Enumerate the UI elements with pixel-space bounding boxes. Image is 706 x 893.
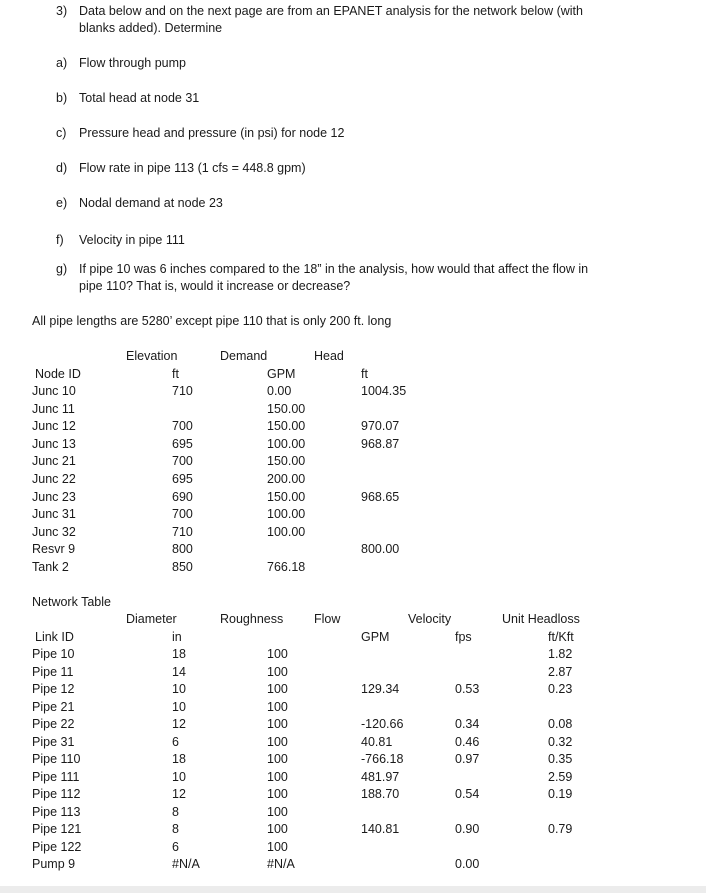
link-cell-headloss: 0.32	[548, 734, 573, 749]
link-cell-id: Pipe 122	[32, 839, 82, 854]
link-cell-id: Pipe 121	[32, 822, 82, 836]
link-cell-id: Pipe 111	[32, 769, 80, 784]
node-cell-demand: 150.00	[267, 489, 306, 504]
link-cell-flow: -120.66	[361, 717, 404, 731]
node-cell-demand: 200.00	[267, 472, 306, 486]
header-velocity: Velocity	[408, 612, 452, 626]
link-cell-headloss: 0.35	[548, 752, 573, 766]
header-roughness: Roughness	[220, 612, 284, 626]
node-cell-id: Junc 23	[32, 489, 76, 504]
node-cell-elevation: 695	[172, 436, 193, 451]
unit-demand: GPM	[267, 367, 296, 381]
unit-diameter: in	[172, 630, 182, 644]
link-cell-id: Pipe 110	[32, 752, 81, 766]
node-cell-id: Junc 31	[32, 507, 76, 522]
link-cell-roughness: 100	[267, 664, 288, 679]
link-cell-flow: 188.70	[361, 787, 400, 801]
node-cell-demand: 766.18	[267, 560, 306, 574]
node-cell-elevation: 710	[172, 384, 193, 398]
node-cell-demand: 150.00	[267, 401, 306, 416]
part-text: If pipe 10 was 6 inches compared to the 18” in the analysis, how would that affect the flow in	[79, 262, 589, 276]
pipe-length-note: All pipe lengths are 5280’ except pipe 110 that is only 200 ft. long	[32, 314, 392, 328]
node-cell-demand: 100.00	[267, 507, 306, 522]
link-cell-velocity: 0.53	[455, 682, 480, 696]
problem-intro-line2: blanks added). Determine	[79, 21, 223, 35]
node-cell-elevation: 800	[172, 542, 193, 557]
link-cell-headloss: 0.08	[548, 717, 573, 731]
unit-node-id: Node ID	[35, 367, 81, 381]
link-cell-diameter: 10	[172, 682, 186, 696]
header-demand: Demand	[220, 349, 268, 363]
link-cell-flow: 40.81	[361, 734, 393, 749]
node-cell-head: 1004.35	[361, 384, 407, 398]
link-cell-diameter: 10	[172, 769, 186, 784]
unit-velocity: fps	[455, 630, 472, 644]
link-cell-roughness: 100	[267, 682, 288, 696]
link-cell-diameter: 14	[172, 664, 186, 679]
node-cell-demand: 0.00	[267, 384, 292, 398]
link-cell-velocity: 0.00	[455, 857, 480, 871]
link-cell-headloss: 0.79	[548, 822, 573, 836]
link-cell-roughness: 100	[267, 699, 288, 714]
node-cell-elevation: 690	[172, 489, 193, 504]
problem-number: 3)	[56, 4, 68, 18]
node-cell-head: 800.00	[361, 542, 400, 557]
link-cell-id: Pipe 112	[32, 787, 81, 801]
part-label: a)	[56, 56, 68, 70]
node-cell-head: 968.65	[361, 489, 400, 504]
unit-flow: GPM	[361, 630, 390, 644]
header-diameter: Diameter	[126, 612, 177, 626]
node-cell-elevation: 700	[172, 419, 193, 434]
link-cell-diameter: #N/A	[172, 857, 200, 871]
problem-intro-line1: Data below and on the next page are from an EPANET analysis for the network below (with	[79, 4, 583, 18]
link-cell-id: Pipe 10	[32, 647, 75, 661]
unit-elevation: ft	[172, 367, 179, 381]
link-cell-roughness: 100	[267, 647, 288, 661]
link-cell-headloss: 0.19	[548, 787, 573, 801]
link-cell-roughness: 100	[267, 822, 288, 836]
link-cell-id: Pipe 11	[32, 664, 74, 679]
part-text: Velocity in pipe 111	[79, 233, 185, 247]
node-cell-elevation: 700	[172, 454, 193, 469]
node-cell-id: Tank 2	[32, 560, 69, 574]
unit-link-id: Link ID	[35, 630, 74, 644]
link-cell-diameter: 8	[172, 822, 179, 836]
link-cell-id: Pipe 113	[32, 804, 81, 819]
part-label: e)	[56, 196, 68, 210]
node-cell-id: Junc 22	[32, 472, 76, 486]
link-cell-roughness: 100	[267, 734, 288, 749]
network-table-title: Network Table	[32, 595, 111, 609]
node-cell-demand: 150.00	[267, 419, 306, 434]
node-cell-id: Junc 10	[32, 384, 76, 398]
part-label: f)	[56, 233, 64, 247]
node-cell-id: Junc 11	[32, 401, 75, 416]
link-cell-diameter: 10	[172, 699, 186, 714]
link-cell-id: Pump 9	[32, 857, 76, 871]
header-unit-headloss: Unit Headloss	[502, 612, 580, 626]
part-label: c)	[56, 126, 67, 140]
link-cell-velocity: 0.34	[455, 717, 480, 731]
link-cell-roughness: 100	[267, 839, 288, 854]
link-cell-id: Pipe 12	[32, 682, 75, 696]
node-cell-elevation: 710	[172, 524, 193, 539]
node-cell-id: Junc 21	[32, 454, 76, 469]
part-text: Pressure head and pressure (in psi) for node 12	[79, 126, 345, 140]
link-cell-diameter: 18	[172, 647, 186, 661]
link-cell-id: Pipe 22	[32, 717, 75, 731]
link-cell-diameter: 8	[172, 804, 179, 819]
link-cell-velocity: 0.54	[455, 787, 480, 801]
link-cell-roughness: 100	[267, 752, 288, 766]
node-cell-demand: 150.00	[267, 454, 306, 469]
link-cell-roughness: 100	[267, 717, 288, 731]
header-flow: Flow	[314, 612, 341, 626]
link-cell-id: Pipe 31	[32, 734, 75, 749]
part-text: Flow through pump	[79, 56, 187, 70]
unit-headloss: ft/Kft	[548, 630, 574, 644]
link-cell-headloss: 2.59	[548, 769, 573, 784]
node-cell-elevation: 695	[172, 472, 193, 486]
part-label: g)	[56, 262, 68, 276]
node-cell-elevation: 850	[172, 560, 193, 574]
part-text: Nodal demand at node 23	[79, 196, 223, 210]
node-cell-head: 968.87	[361, 436, 400, 451]
node-cell-head: 970.07	[361, 419, 400, 434]
link-cell-velocity: 0.46	[455, 734, 480, 749]
link-cell-velocity: 0.97	[455, 752, 480, 766]
link-cell-roughness: 100	[267, 769, 288, 784]
node-cell-id: Junc 32	[32, 524, 76, 539]
link-cell-diameter: 6	[172, 734, 179, 749]
link-cell-headloss: 1.82	[548, 647, 573, 661]
node-cell-demand: 100.00	[267, 524, 306, 539]
link-cell-headloss: 0.23	[548, 682, 573, 696]
part-text-line2: pipe 110? That is, would it increase or decrease?	[79, 279, 351, 293]
link-cell-velocity: 0.90	[455, 822, 480, 836]
node-cell-elevation: 700	[172, 507, 193, 522]
link-cell-roughness: 100	[267, 804, 288, 819]
link-cell-roughness: #N/A	[267, 857, 295, 871]
link-cell-headloss: 2.87	[548, 664, 573, 679]
part-label: d)	[56, 161, 68, 175]
part-text: Flow rate in pipe 113 (1 cfs = 448.8 gpm)	[79, 161, 306, 175]
header-head: Head	[314, 349, 344, 363]
link-cell-roughness: 100	[267, 787, 288, 801]
unit-head: ft	[361, 367, 368, 381]
link-cell-diameter: 18	[172, 752, 186, 766]
page-bottom-edge	[0, 886, 706, 893]
part-label: b)	[56, 91, 68, 105]
link-cell-diameter: 12	[172, 787, 186, 801]
node-cell-id: Junc 13	[32, 436, 76, 451]
link-cell-flow: 140.81	[361, 822, 400, 836]
header-elevation: Elevation	[126, 349, 178, 363]
node-cell-demand: 100.00	[267, 436, 306, 451]
link-cell-diameter: 12	[172, 717, 186, 731]
link-cell-id: Pipe 21	[32, 699, 75, 714]
part-text: Total head at node 31	[79, 91, 200, 105]
link-cell-diameter: 6	[172, 839, 179, 854]
node-cell-id: Junc 12	[32, 419, 76, 434]
link-cell-flow: 481.97	[361, 769, 400, 784]
node-cell-id: Resvr 9	[32, 542, 76, 557]
link-cell-flow: -766.18	[361, 752, 404, 766]
link-cell-flow: 129.34	[361, 682, 400, 696]
